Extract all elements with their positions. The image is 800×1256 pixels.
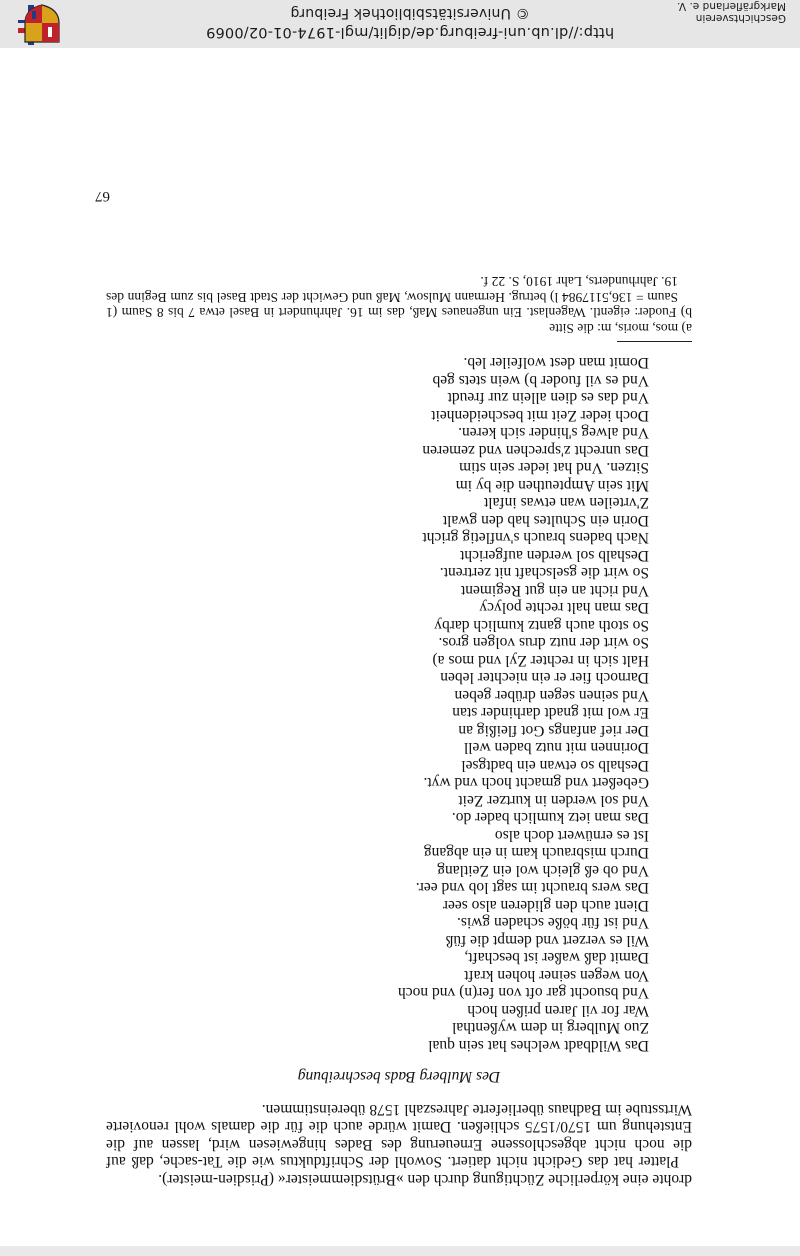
top-strip xyxy=(0,1246,800,1256)
poem-line: Halt sich in rechter Zyl vnd mos a) xyxy=(432,652,649,669)
document-body xyxy=(106,274,692,1188)
poem-line: Nach badens brauch s'vnfletig gricht xyxy=(422,529,649,547)
poem-line: Z'vrteilen wan etwas infalt xyxy=(483,494,649,512)
society-crest-icon xyxy=(22,3,62,45)
footer-url[interactable]: http://dl.ub.uni-freiburg.de/diglit/mgl-1974-01-02/0069 xyxy=(205,24,615,40)
poem-line: Vnd ist für böße schaden gwis. xyxy=(457,914,649,932)
poem-line: Das man ietz kumlich bader do. xyxy=(451,809,649,827)
footer-bar xyxy=(0,0,800,48)
poem-line: So wirt die gselschaft nit zertrent. xyxy=(439,564,649,582)
prose xyxy=(106,1101,692,1189)
poem-line: Vnd das es dien allein zur freudt xyxy=(447,389,649,407)
poem-line: Vnd alweg s'hinder sich keren. xyxy=(458,424,649,442)
poem-line: Gebeßert vnd gmacht hoch vnd wyt. xyxy=(423,774,649,792)
poem-line: Durch misbrauch kam in ein abgang xyxy=(423,844,649,862)
poem-line: Domit man dest wolfeiler leb. xyxy=(463,354,649,372)
poem-line: So stoth auch gantz kumlich darby xyxy=(434,617,649,634)
poem-line: Das wers braucht im sagt lob vnd eer. xyxy=(415,879,649,897)
poem-line: Zuo Mulberg in dem wyßenthal xyxy=(452,1019,649,1037)
poem-line: Vnd bsuocht gar oft von fer(n) vnd noch xyxy=(398,984,649,1002)
poem-line: Vnd sol werden in kurtzer Zeit xyxy=(458,792,649,809)
footer-society xyxy=(677,0,786,24)
poem-line: War for vil Jaren prißen hoch xyxy=(467,1002,649,1019)
poem-line: Er wol mit gnadt darhinder stan xyxy=(452,704,649,722)
footnotes xyxy=(106,274,692,336)
footnote: b) Fuoder: eigentl. Wagenlast. Ein ungenaues Maß, das im 16. Jahrhundert in Basel etwa 7 bis 8 Saum (1 Saum = 136,5117984 l) betrug. Hermann Mulsow, Maß und Gewicht der Stadt Basel bis zum Beginn des 19. Jahrhunderts, Lahr 1910, S. 22 f. xyxy=(106,274,692,321)
poem-line: Deshalb so etwan ein badtgsel xyxy=(461,757,649,774)
poem-line: Doch ieder Zeit mit bescheidenheit xyxy=(431,407,649,424)
poem-line: Damit daß waßer ist beschaft, xyxy=(464,949,649,967)
poem-line: Wil es verzert vnd dempt die füß xyxy=(445,932,649,949)
poem-line: Mit sein Ampteuthen die by im xyxy=(455,477,649,494)
footer-library: © Universitätsbibliothek Freiburg xyxy=(290,5,530,21)
poem-line: Vnd seinen segen drüber geben xyxy=(454,687,649,704)
poem-line: Das Wildbadt welches hat sein qual xyxy=(428,1037,649,1054)
poem-title: Des Mulberg Bads beschreibung xyxy=(297,1068,501,1086)
poem-line: Vnd es vil fuoder b) wein stets geb xyxy=(432,372,649,389)
poem-line: Das unrecht z'sprechen vnd zemeren xyxy=(422,442,649,459)
poem-line: Sitzen. Vnd hat ieder sein stim xyxy=(459,459,649,477)
footnote-rule xyxy=(617,341,692,342)
prose-paragraph: Platter hat das Gedicht nicht datiert. Sowohl der Schriftduktus wie die Tat-sache, daß auf die noch nicht abgeschlossene Erneuerung des Bades hingewiesen wird, lassen auf die Entstehung um 1570/1575 schließen. Damit würde auch die für die damals wohl renovierte Wirtsstube im Badhaus überlieferte Jahreszahl 1578 übereinstimmen. xyxy=(106,1101,692,1171)
poem xyxy=(106,354,649,1054)
poem-line: Darnoch fier er ein niechter leben xyxy=(440,669,649,687)
poem-line: Dorin ein Schultes hab den gwalt xyxy=(442,512,649,529)
society-line: Geschichtsverein xyxy=(695,12,786,24)
poem-line: Von wegen seiner hohen kraft xyxy=(464,967,649,984)
poem-line: Ist es ernüwert doch also xyxy=(494,827,649,844)
poem-line: Dorinnen mit nutz baden well xyxy=(463,739,649,757)
poem-line: Deshalb sol werden aufgericht xyxy=(460,547,649,564)
poem-line: Vnd ob eß gleich wol ein Zeitlang xyxy=(437,862,649,879)
poem-line: Vnd richt an ein gut Regiment xyxy=(460,582,649,599)
poem-line: So wirt der nutz drus volgen gros. xyxy=(438,634,649,652)
footnote: a) mos, moris, m: die Sitte xyxy=(549,321,692,336)
poem-line: Dient auch den glideren also seer xyxy=(442,897,649,914)
prose-paragraph: drohte eine körperliche Züchtigung durch den »Brütsdiemmeister« (Prisdien-meister). xyxy=(158,1171,692,1188)
society-line: Markgräflerland e. V. xyxy=(676,0,786,12)
poem-line: Das man halt rechte polycy xyxy=(479,599,649,617)
page-number: 67 xyxy=(95,188,110,204)
poem-line: Der rief anfangs Got fleißig an xyxy=(458,722,649,739)
